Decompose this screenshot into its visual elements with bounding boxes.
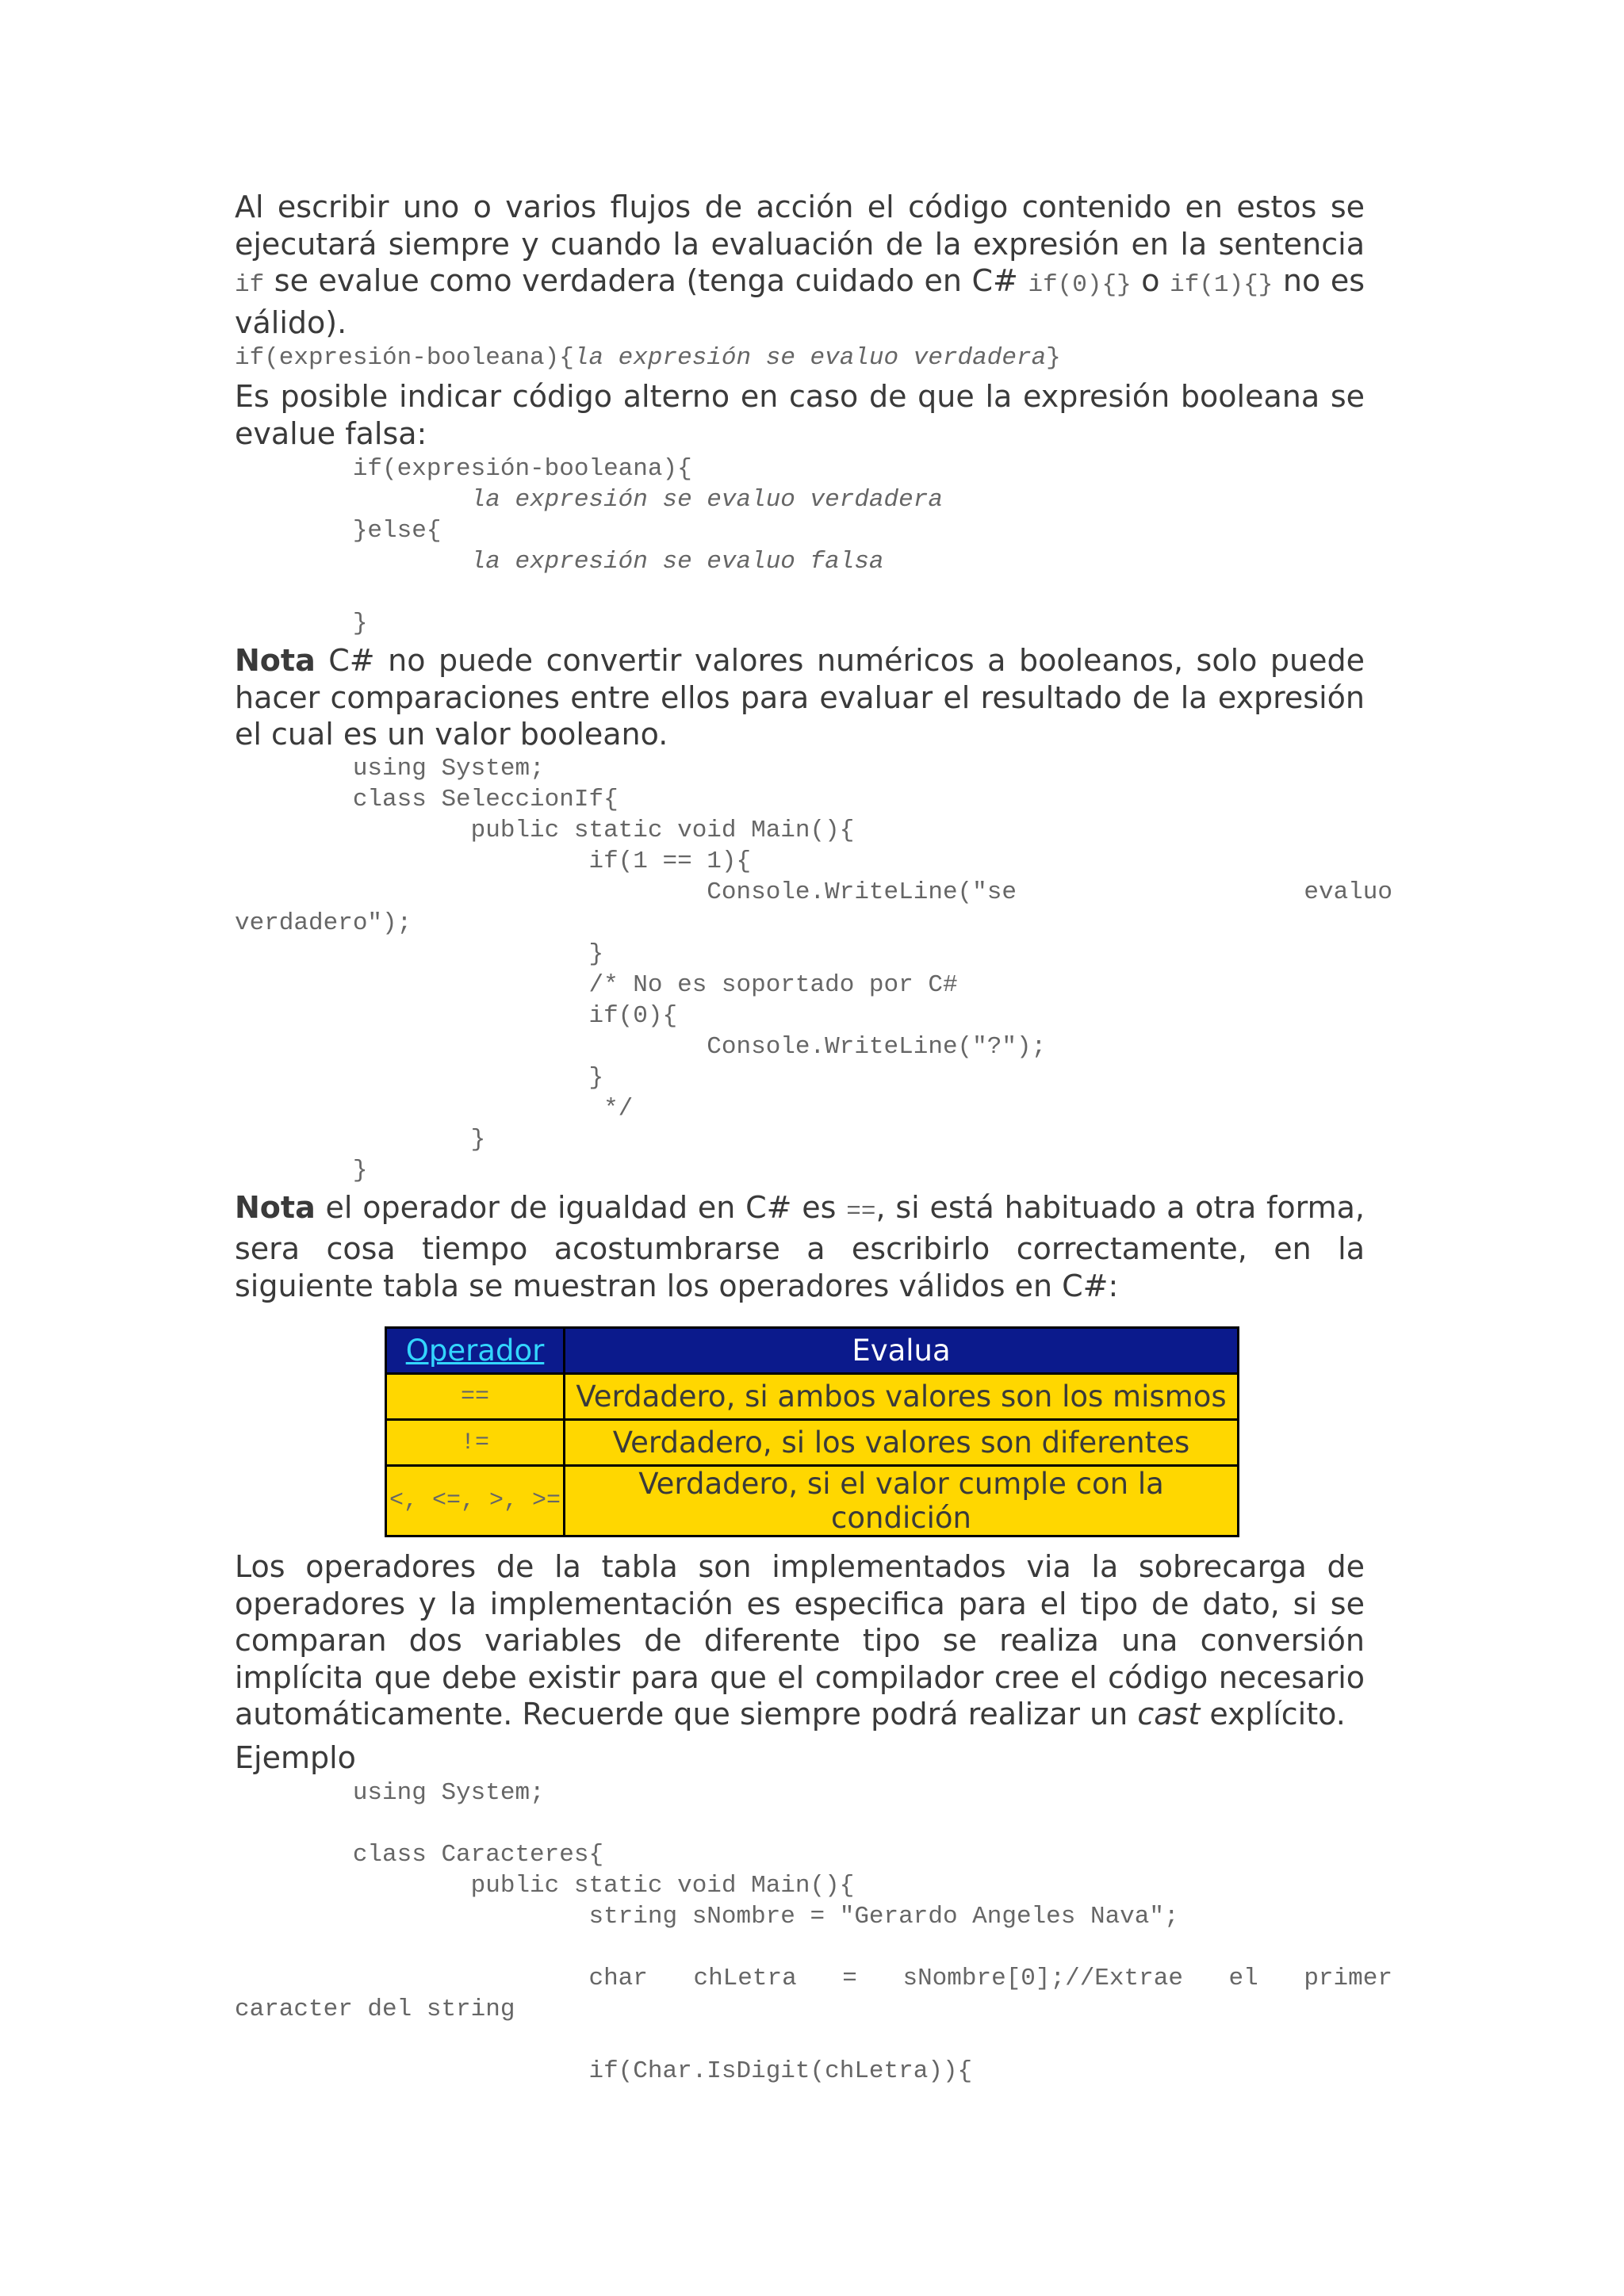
code-line: } xyxy=(235,939,604,968)
inline-code-equals: == xyxy=(846,1197,876,1226)
code-block-caracteres xyxy=(235,1779,1392,2088)
code-line: }else{ xyxy=(235,517,442,545)
code-line: char chLetra = sNombre[0];//Extrae el primer xyxy=(235,1965,1392,1992)
code-line xyxy=(235,2026,1365,2057)
note-paragraph-2: Nota el operador de igualdad en C# es ==, si está habituado a otra forma, sera cosa tiempo acostumbrarse a escribirlo correctamente, en la siguiente tabla se muestran los operadores válidos en C#: xyxy=(235,1189,1365,1303)
code-line: public static void Main(){ xyxy=(235,1872,855,1900)
code-line: public static void Main(){ xyxy=(235,816,855,844)
table-header-row xyxy=(386,1328,1239,1374)
code-line xyxy=(235,1934,1365,1965)
code-line: Console.WriteLine("se evaluo xyxy=(235,878,1392,906)
code-line: Console.WriteLine("?"); xyxy=(235,1032,1047,1061)
code-line: } xyxy=(235,1156,368,1184)
code-line: if(0){ xyxy=(235,1001,678,1030)
code-line: } xyxy=(235,610,368,637)
table-row xyxy=(386,1466,1239,1536)
inline-code-if1: if(1){} xyxy=(1170,271,1274,299)
note-label: Nota xyxy=(235,643,316,678)
code-line: class Caracteres{ xyxy=(235,1841,604,1869)
code-line: caracter del string xyxy=(235,1996,515,2023)
paragraph-else-intro: Es posible indicar código alterno en caso de que la expresión booleana se evalue falsa: xyxy=(235,379,1365,451)
description-cell: Verdadero, si el valor cumple con la condición xyxy=(565,1466,1239,1536)
code-line: verdadero"); xyxy=(235,909,412,937)
code-line: la expresión se evaluo falsa xyxy=(235,548,884,576)
header-operador[interactable]: Operador xyxy=(386,1328,565,1374)
paragraph-if-intro: Al escribir uno o varios flujos de acción el código contenido en estos se ejecutará siempre y cuando la evaluación de la expresión en la sentencia if se evalue como verdadera (tenga cuidado en C# if(0){} o if(1){} no es válido). xyxy=(235,189,1365,340)
description-cell: Verdadero, si los valores son diferentes xyxy=(565,1420,1239,1466)
code-block-if-else xyxy=(235,455,1365,641)
code-line: if(1 == 1){ xyxy=(235,847,752,875)
table-row xyxy=(386,1374,1239,1420)
code-line: using System; xyxy=(235,1779,545,1807)
code-line: if(expresión-booleana){ xyxy=(235,455,692,483)
code-line xyxy=(235,579,1365,610)
table-row xyxy=(386,1420,1239,1466)
operators-table xyxy=(385,1326,1239,1537)
code-line: } xyxy=(235,1063,604,1092)
inline-code-if: if xyxy=(235,271,265,299)
code-line xyxy=(235,1810,1365,1841)
code-line: class SeleccionIf{ xyxy=(235,785,619,813)
code-line: using System; xyxy=(235,754,545,783)
syntax-line: if(expresión-booleana){la expresión se evaluo verdadera} xyxy=(235,344,1061,372)
note-label: Nota xyxy=(235,1189,316,1225)
example-label: Ejemplo xyxy=(235,1739,356,1775)
note-paragraph-1: Nota C# no puede convertir valores numéricos a booleanos, solo puede hacer comparaciones entre ellos para evaluar el resultado de la expresión el cual es un valor booleano. xyxy=(235,643,1365,752)
document-page xyxy=(235,189,1392,2088)
code-line: if(Char.IsDigit(chLetra)){ xyxy=(235,2057,973,2085)
paragraph-operators: Los operadores de la tabla son implementados via la sobrecarga de operadores y la implementación es especifica para el tipo de dato, si se comparan dos variables de diferente tipo se realiza una conversión implícita que debe existir para que el compilador cree el código necesario automáticamente. Recuerde que siempre podrá realizar un cast explícito. xyxy=(235,1549,1365,1732)
header-evalua: Evalua xyxy=(565,1328,1239,1374)
code-line: la expresión se evaluo verdadera xyxy=(235,486,943,514)
code-line: /* No es soportado por C# xyxy=(235,970,958,999)
operator-cell: != xyxy=(386,1420,565,1466)
code-line: } xyxy=(235,1125,486,1154)
description-cell: Verdadero, si ambos valores son los mismos xyxy=(565,1374,1239,1420)
operator-cell: <, <=, >, >= xyxy=(386,1466,565,1536)
code-line: string sNombre = "Gerardo Angeles Nava"; xyxy=(235,1903,1179,1931)
operator-cell: == xyxy=(386,1374,565,1420)
inline-code-if0: if(0){} xyxy=(1028,271,1132,299)
code-block-seleccion-if xyxy=(235,754,1392,1188)
code-line: */ xyxy=(235,1094,634,1123)
